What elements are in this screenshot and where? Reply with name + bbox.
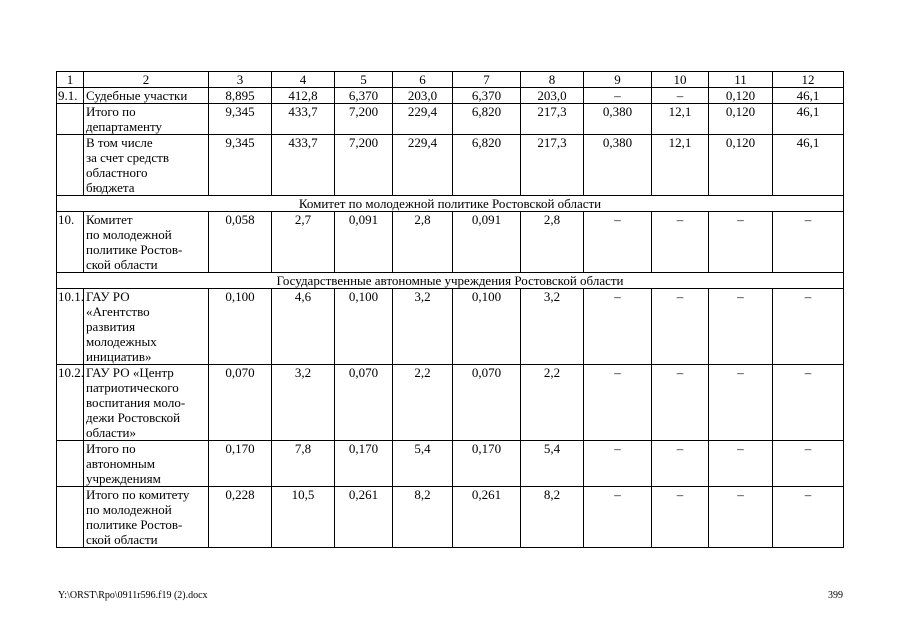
value-cell: –	[584, 365, 652, 441]
value-cell: 433,7	[272, 104, 335, 135]
table-row	[57, 365, 844, 441]
header-cell: 2	[84, 72, 209, 88]
value-cell: –	[709, 289, 773, 365]
header-cell: 5	[335, 72, 393, 88]
value-cell: 2,7	[272, 212, 335, 273]
header-cell: 8	[521, 72, 584, 88]
row-name: Итого по автономным учреждениям	[84, 441, 209, 487]
row-name: Судебные участки	[84, 88, 209, 104]
value-cell: 5,4	[521, 441, 584, 487]
value-cell: 0,120	[709, 104, 773, 135]
value-cell: 3,2	[521, 289, 584, 365]
value-cell: 9,345	[209, 104, 272, 135]
table-row	[57, 212, 844, 273]
value-cell: 2,8	[393, 212, 453, 273]
value-cell: 10,5	[272, 487, 335, 548]
value-cell: 4,6	[272, 289, 335, 365]
value-cell: 0,070	[209, 365, 272, 441]
value-cell: 0,120	[709, 88, 773, 104]
section-title: Комитет по молодежной политике Ростовской области	[57, 196, 844, 212]
value-cell: –	[584, 441, 652, 487]
value-cell: –	[773, 365, 844, 441]
value-cell: 12,1	[652, 104, 709, 135]
header-cell: 9	[584, 72, 652, 88]
value-cell: –	[652, 487, 709, 548]
row-number	[57, 135, 84, 196]
row-number	[57, 104, 84, 135]
value-cell: –	[584, 88, 652, 104]
row-number: 9.1.	[57, 88, 84, 104]
table-row	[57, 135, 844, 196]
table-row	[57, 88, 844, 104]
value-cell: –	[709, 487, 773, 548]
value-cell: 0,091	[335, 212, 393, 273]
row-number: 10.	[57, 212, 84, 273]
value-cell: –	[584, 487, 652, 548]
value-cell: 433,7	[272, 135, 335, 196]
value-cell: –	[652, 212, 709, 273]
value-cell: 7,200	[335, 135, 393, 196]
value-cell: 0,100	[335, 289, 393, 365]
value-cell: 217,3	[521, 104, 584, 135]
value-cell: 0,261	[453, 487, 521, 548]
value-cell: 0,228	[209, 487, 272, 548]
value-cell: 229,4	[393, 104, 453, 135]
table-row	[57, 104, 844, 135]
value-cell: –	[773, 487, 844, 548]
value-cell: 12,1	[652, 135, 709, 196]
header-cell: 4	[272, 72, 335, 88]
row-number: 10.1.	[57, 289, 84, 365]
value-cell: 0,170	[209, 441, 272, 487]
value-cell: –	[584, 289, 652, 365]
header-cell: 12	[773, 72, 844, 88]
value-cell: 203,0	[393, 88, 453, 104]
value-cell: 0,380	[584, 104, 652, 135]
value-cell: 412,8	[272, 88, 335, 104]
data-table	[56, 71, 844, 548]
value-cell: –	[652, 88, 709, 104]
value-cell: 46,1	[773, 104, 844, 135]
value-cell: 8,2	[393, 487, 453, 548]
value-cell: 6,820	[453, 104, 521, 135]
header-cell: 7	[453, 72, 521, 88]
value-cell: –	[773, 212, 844, 273]
table-row	[57, 441, 844, 487]
value-cell: 203,0	[521, 88, 584, 104]
row-name: Итого по департаменту	[84, 104, 209, 135]
row-number	[57, 487, 84, 548]
value-cell: 0,058	[209, 212, 272, 273]
value-cell: 8,895	[209, 88, 272, 104]
value-cell: 0,120	[709, 135, 773, 196]
value-cell: 0,100	[453, 289, 521, 365]
value-cell: 7,8	[272, 441, 335, 487]
row-name: Комитет по молодежной политике Ростов- ской области	[84, 212, 209, 273]
value-cell: 46,1	[773, 135, 844, 196]
value-cell: 6,370	[453, 88, 521, 104]
value-cell: 0,261	[335, 487, 393, 548]
header-cell: 1	[57, 72, 84, 88]
value-cell: 46,1	[773, 88, 844, 104]
value-cell: 0,170	[335, 441, 393, 487]
table-row	[57, 487, 844, 548]
value-cell: –	[652, 365, 709, 441]
value-cell: 9,345	[209, 135, 272, 196]
header-cell: 6	[393, 72, 453, 88]
page-number: 399	[828, 590, 843, 601]
value-cell: 7,200	[335, 104, 393, 135]
row-name: В том числе за счет средств областного бюджета	[84, 135, 209, 196]
value-cell: 217,3	[521, 135, 584, 196]
value-cell: –	[584, 212, 652, 273]
value-cell: –	[773, 441, 844, 487]
value-cell: 3,2	[393, 289, 453, 365]
row-name: ГАУ РО «Центр патриотического воспитания моло- дежи Ростовской области»	[84, 365, 209, 441]
section-row	[57, 196, 844, 212]
value-cell: 8,2	[521, 487, 584, 548]
header-cell: 11	[709, 72, 773, 88]
value-cell: 0,091	[453, 212, 521, 273]
value-cell: 2,2	[393, 365, 453, 441]
value-cell: 229,4	[393, 135, 453, 196]
section-title: Государственные автономные учреждения Ростовской области	[57, 273, 844, 289]
header-row	[57, 72, 844, 88]
file-path: Y:\ORST\Rpo\0911r596.f19 (2).docx	[58, 590, 208, 601]
value-cell: –	[709, 212, 773, 273]
row-number: 10.2.	[57, 365, 84, 441]
value-cell: –	[709, 365, 773, 441]
value-cell: 6,370	[335, 88, 393, 104]
value-cell: 0,100	[209, 289, 272, 365]
value-cell: 0,170	[453, 441, 521, 487]
value-cell: –	[652, 441, 709, 487]
value-cell: 2,2	[521, 365, 584, 441]
value-cell: 6,820	[453, 135, 521, 196]
header-cell: 3	[209, 72, 272, 88]
value-cell: –	[773, 289, 844, 365]
value-cell: 5,4	[393, 441, 453, 487]
value-cell: 2,8	[521, 212, 584, 273]
table-row	[57, 289, 844, 365]
value-cell: –	[709, 441, 773, 487]
row-number	[57, 441, 84, 487]
value-cell: 0,070	[335, 365, 393, 441]
value-cell: 0,070	[453, 365, 521, 441]
value-cell: 0,380	[584, 135, 652, 196]
section-row	[57, 273, 844, 289]
header-cell: 10	[652, 72, 709, 88]
value-cell: –	[652, 289, 709, 365]
row-name: ГАУ РО «Агентство развития молодежных инициатив»	[84, 289, 209, 365]
value-cell: 3,2	[272, 365, 335, 441]
row-name: Итого по комитету по молодежной политике Ростов- ской области	[84, 487, 209, 548]
